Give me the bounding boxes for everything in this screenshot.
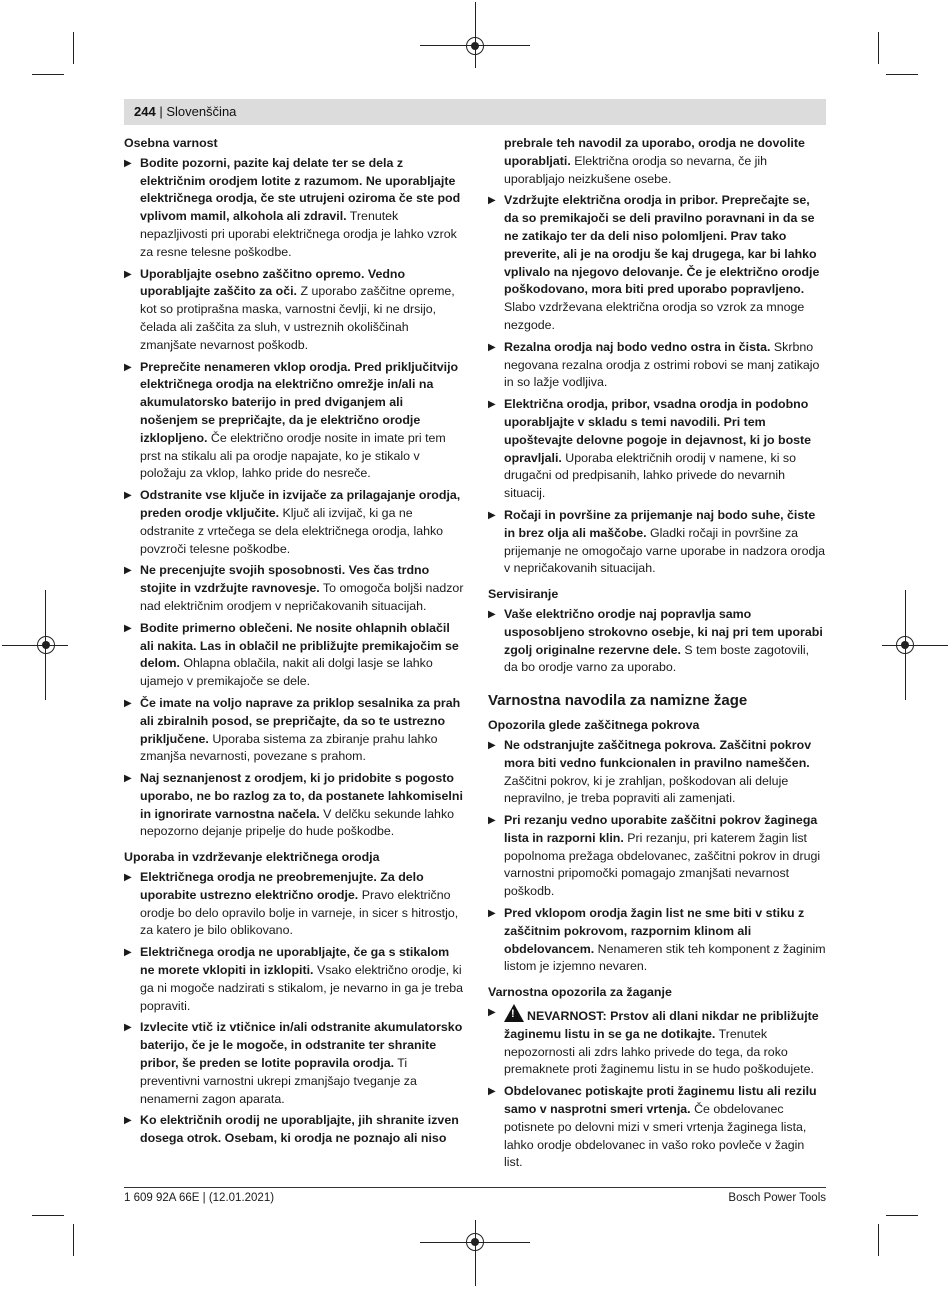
- list-item: [488, 812, 826, 901]
- list-item-text: Električna orodja so nevarna, če jih uporabljajo neizkušene osebe.: [504, 153, 768, 186]
- list-item-bold: Vzdržujte električna orodja in pribor. Preprečajte se, da so premikajoči se deli pravilno poravnani in da se ne zatikajo ter da deli niso polomljeni. Prav tako preverite, ali je na orodju še kaj drugega, kar bi lahko vplivalo na njegovo delovanje. Če je električno orodje poškodovano, mora biti pred uporabo popravljeno.: [504, 193, 820, 297]
- list-item-bold: Ročaji in površine za prijemanje naj bodo suhe, čiste in brez olja ali maščobe.: [504, 507, 816, 540]
- list-item: [124, 266, 464, 355]
- list-item-text: Če električno orodje nosite in imate pri tem prst na stikalu ali pa orodje napajate, ko je stikalo v položaju za vklop, lahko pride do nesreče.: [140, 430, 446, 481]
- list-item-bold: Pred vklopom orodja žagin list ne sme biti v stiku z zaščitnim pokrovom, razpornim klinom ali obdelovancem.: [504, 906, 805, 956]
- list-item-text: Uporaba sistema za zbiranje prahu lahko zmanjša nevarnosti, povezane s prahom.: [140, 731, 438, 764]
- list-item-bold: Ko električnih orodij ne uporabljajte, jih shranite izven dosega otrok. Osebam, ki orodja ne poznajo ali niso: [140, 1113, 459, 1146]
- list-item: [124, 695, 464, 766]
- list-item-bold: Pri rezanju vedno uporabite zaščitni pokrov žaginega lista in razporni klin.: [504, 813, 818, 845]
- list-item-bold: Ne precenjujte svojih sposobnosti. Ves čas trdno stojite in vzdržujte ravnovesje.: [140, 563, 430, 596]
- list-item-text: Vsako električno orodje, ki ga ni mogoče nadzirati s stikalom, je nevarno in ga je treba popraviti.: [140, 963, 464, 1013]
- list-item: [124, 562, 464, 615]
- list-item-bold: Vaše električno orodje naj popravlja samo usposobljeno strokovno osebje, ki naj pri tem uporabi zgolj originalne rezervne dele.: [504, 606, 823, 657]
- list-item-text: Trenutek nepozornosti ali zdrs lahko privede do tega, da roko premaknete proti žaginemu listu in se hudo poškodujete.: [504, 1026, 814, 1077]
- section-title-service: Servisiranje: [488, 587, 559, 602]
- list-service: [488, 606, 826, 677]
- list-item-text: Zaščitni pokrov, ki je zrahljan, poškodovan ali deluje nepravilno, je treba popraviti ali zamenjati.: [504, 773, 789, 806]
- list-item-bold: Električna orodja, pribor, vsadna orodja in podobno uporabljajte v skladu s temi navodili. Pri tem upoštevajte delovne pogoje in dejavnost, ki jo boste opravljali.: [504, 397, 812, 465]
- list-tool-use: [124, 869, 464, 1148]
- crop-mark: [32, 1215, 64, 1216]
- list-item: [488, 507, 826, 578]
- list-item: [124, 869, 464, 940]
- list-item: [488, 192, 826, 334]
- list-item-text: Z uporabo zaščitne opreme, kot so protiprašna maska, varnostni čevlji, ki ne drsijo, čelada ali zaščita za sluh, v ustreznih okoliščinah zmanjšate nevarnost poškodb.: [140, 284, 455, 352]
- list-item-bold: Ne odstranjujte zaščitnega pokrova. Zaščitni pokrov mora biti vedno funkcionalen in pravilno nameščen.: [504, 737, 812, 770]
- crop-mark: [878, 32, 879, 64]
- list-item-text: Skrbno negovana rezalna orodja z ostrimi robovi se manj zatikajo in so lažje vodljiva.: [504, 339, 820, 390]
- list-item-text: Če obdelovanec potisnete po delovni mizi v smeri vrtenja žaginega lista, lahko orodje obdelovanec in vašo roko povleče v žagin list.: [504, 1102, 807, 1170]
- list-item-bold: Električnega orodja ne preobremenjujte. Za delo uporabite ustrezno električno orodje.: [140, 870, 424, 902]
- left-column: [124, 135, 464, 1152]
- registration-mark-icon: [466, 37, 484, 55]
- list-item-text: Ti preventivni varnostni ukrepi zmanjšajo tveganje za nenamerni zagon aparata.: [140, 1056, 417, 1106]
- section-title-personal-safety: Osebna varnost: [124, 136, 218, 150]
- list-item-text: Gladki ročaji in površine za prijemanje ne omogočajo varne uporabe in nadzora orodja v nepričakovanih situacijah.: [504, 525, 825, 576]
- crop-mark: [886, 1215, 918, 1216]
- list-item: [124, 770, 464, 841]
- list-item: [488, 1004, 826, 1079]
- list-personal-safety: [124, 155, 464, 841]
- list-item: [124, 1019, 464, 1108]
- crop-mark: [886, 74, 918, 75]
- list-item-text: Nenameren stik teh komponent z žaginim listom je izjemno nevaren.: [504, 941, 826, 974]
- right-column: [488, 135, 826, 1176]
- warning-symbol: ▶ !: [511, 1008, 515, 1021]
- list-guard: [488, 737, 826, 976]
- list-item-bold: Bodite pozorni, pazite kaj delate ter se dela z električnim orodjem lotite z razumom. Ne uporabljajte električnega orodja, če ste utrujeni oziroma če ste pod vplivom mamil, alkohola ali zdravil.: [140, 155, 461, 224]
- list-item: [124, 359, 464, 484]
- crop-mark: [882, 645, 948, 646]
- crop-mark: [32, 74, 64, 75]
- footer-brand: Bosch Power Tools: [728, 1192, 826, 1204]
- list-item-text: Trenutek nepazljivosti pri uporabi električnega orodja je lahko vzrok za resne telesne poškodbe.: [140, 209, 457, 259]
- section-title-tool-use: Uporaba in vzdrževanje električnega orodja: [124, 850, 380, 865]
- list-item: [124, 487, 464, 558]
- list-item-text: Slabo vzdrževana električna orodja so vzrok za mnoge nezgode.: [504, 300, 805, 332]
- list-item-text: Pri rezanju, pri katerem žagin list popolnoma prežaga obdelovanec, zaščitni pokrov in drugi varnostni pripomočki pomagajo zmanjšati nevarnost poškodb.: [504, 830, 821, 899]
- list-item: [488, 905, 826, 976]
- list-item-text: V delčku sekunde lahko nepozorno dejanje pripelje do hude poškodbe.: [140, 806, 455, 839]
- list-item: [488, 339, 826, 392]
- crop-mark: [73, 1224, 74, 1256]
- list-item-bold: Obdelovanec potiskajte proti žaginemu listu ali rezilu samo v nasprotni smeri vrtenja.: [504, 1084, 817, 1117]
- list-item-text: Ohlapna oblačila, nakit ali dolgi lasje se lahko ujamejo v premikajoče se dele.: [140, 656, 433, 689]
- crop-mark: [2, 645, 68, 646]
- list-item-bold: NEVARNOST: Prstov ali dlani nikdar ne približujte žaginemu listu in se ga ne dotikajte.: [504, 1009, 819, 1041]
- list-item: [488, 1083, 826, 1172]
- list-item-bold: Če imate na voljo naprave za priklop sesalnika za prah ali zbiralnih posod, se prepričajte, da so te ustrezno priključene.: [140, 695, 461, 746]
- footer-divider: [124, 1187, 826, 1188]
- list-item-bold: prebrale teh navodil za uporabo, orodja ne dovolite uporabljati.: [504, 136, 805, 168]
- warning-triangle-icon: [504, 1004, 524, 1022]
- list-item-bold: Preprečite nenameren vklop orodja. Pred priključitvijo električnega orodja na električno omrežje in/ali na akumulatorsko baterijo in pred dviganjem ali nošenjem se prepričajte, da je električno orodje izklopljeno.: [140, 359, 459, 445]
- list-item-bold: Odstranite vse ključe in izvijače za prilagajanje orodja, preden orodje vključite.: [140, 488, 461, 520]
- crop-mark: [878, 1224, 879, 1256]
- list-item-bold: Naj seznanjenost z orodjem, ki jo pridobite s pogosto uporabo, ne bo razlog za to, da postanete lahkomiselni in ignorirate varnostna načela.: [140, 771, 463, 821]
- heading-table-saw-safety: Varnostna navodila za namizne žage: [488, 692, 748, 710]
- list-item-text: Pravo električno orodje bo delo opravilo bolje in varneje, in sicer s hitrostjo, za katero je bilo oblikovano.: [140, 887, 459, 938]
- list-item: [124, 1112, 464, 1148]
- registration-mark-icon: [896, 636, 914, 654]
- list-item-text: Ključ ali izvijač, ki ga ne odstranite z vrtečega se dela električnega orodja, lahko povzroči telesne poškodbe.: [140, 505, 444, 556]
- registration-mark-icon: [466, 1233, 484, 1251]
- list-item-bold: Izvlecite vtič iz vtičnice in/ali odstranite akumulatorsko baterijo, če je le mogoče, in odstranite ter shranite pribor, še preden se lotite popravila orodja.: [140, 1020, 463, 1071]
- list-item: [488, 135, 826, 188]
- crop-mark: [73, 32, 74, 64]
- list-sawing: [488, 1004, 826, 1172]
- list-item-text: S tem boste zagotovili, da bo orodje varno za uporabo.: [504, 642, 810, 675]
- list-item-text: Uporaba električnih orodij v namene, ki so drugačni od predpisanih, lahko privede do nevarnih situacij.: [504, 450, 797, 501]
- list-item: [124, 155, 464, 262]
- section-title-guard: Opozorila glede zaščitnega pokrova: [488, 718, 700, 733]
- list-item: [488, 606, 826, 677]
- list-item-bold: Rezalna orodja naj bodo vedno ostra in čista.: [504, 339, 771, 354]
- language-label: Slovenščina: [166, 104, 237, 119]
- list-item: [488, 396, 826, 503]
- section-title-sawing: Varnostna opozorila za žaganje: [488, 985, 672, 1000]
- crop-mark: [475, 2, 476, 68]
- footer-doc-code: 1 609 92A 66E | (12.01.2021): [124, 1192, 275, 1204]
- list-item: [488, 737, 826, 808]
- list-item: [124, 944, 464, 1015]
- list-item-bold: Uporabljajte osebno zaščitno opremo. Vedno uporabljajte zaščito za oči.: [140, 266, 406, 299]
- registration-mark-icon: [37, 636, 55, 654]
- list-item: [124, 620, 464, 691]
- list-tool-use-continued: [488, 135, 826, 578]
- list-item-text: To omogoča boljši nadzor nad električnim orodjem v nepričakovanih situacijah.: [140, 581, 464, 613]
- crop-mark: [475, 1220, 476, 1286]
- page-header-text: 244 | Slovenščina: [134, 104, 237, 119]
- list-item-bold: Električnega orodja ne uporabljajte, če ga s stikalom ne morete vklopiti in izklopiti.: [140, 945, 450, 978]
- page-number: 244: [134, 104, 156, 119]
- list-item-bold: Bodite primerno oblečeni. Ne nosite ohlapnih oblačil ali nakita. Las in oblačil ne približujte premikajočim se delom.: [140, 620, 459, 671]
